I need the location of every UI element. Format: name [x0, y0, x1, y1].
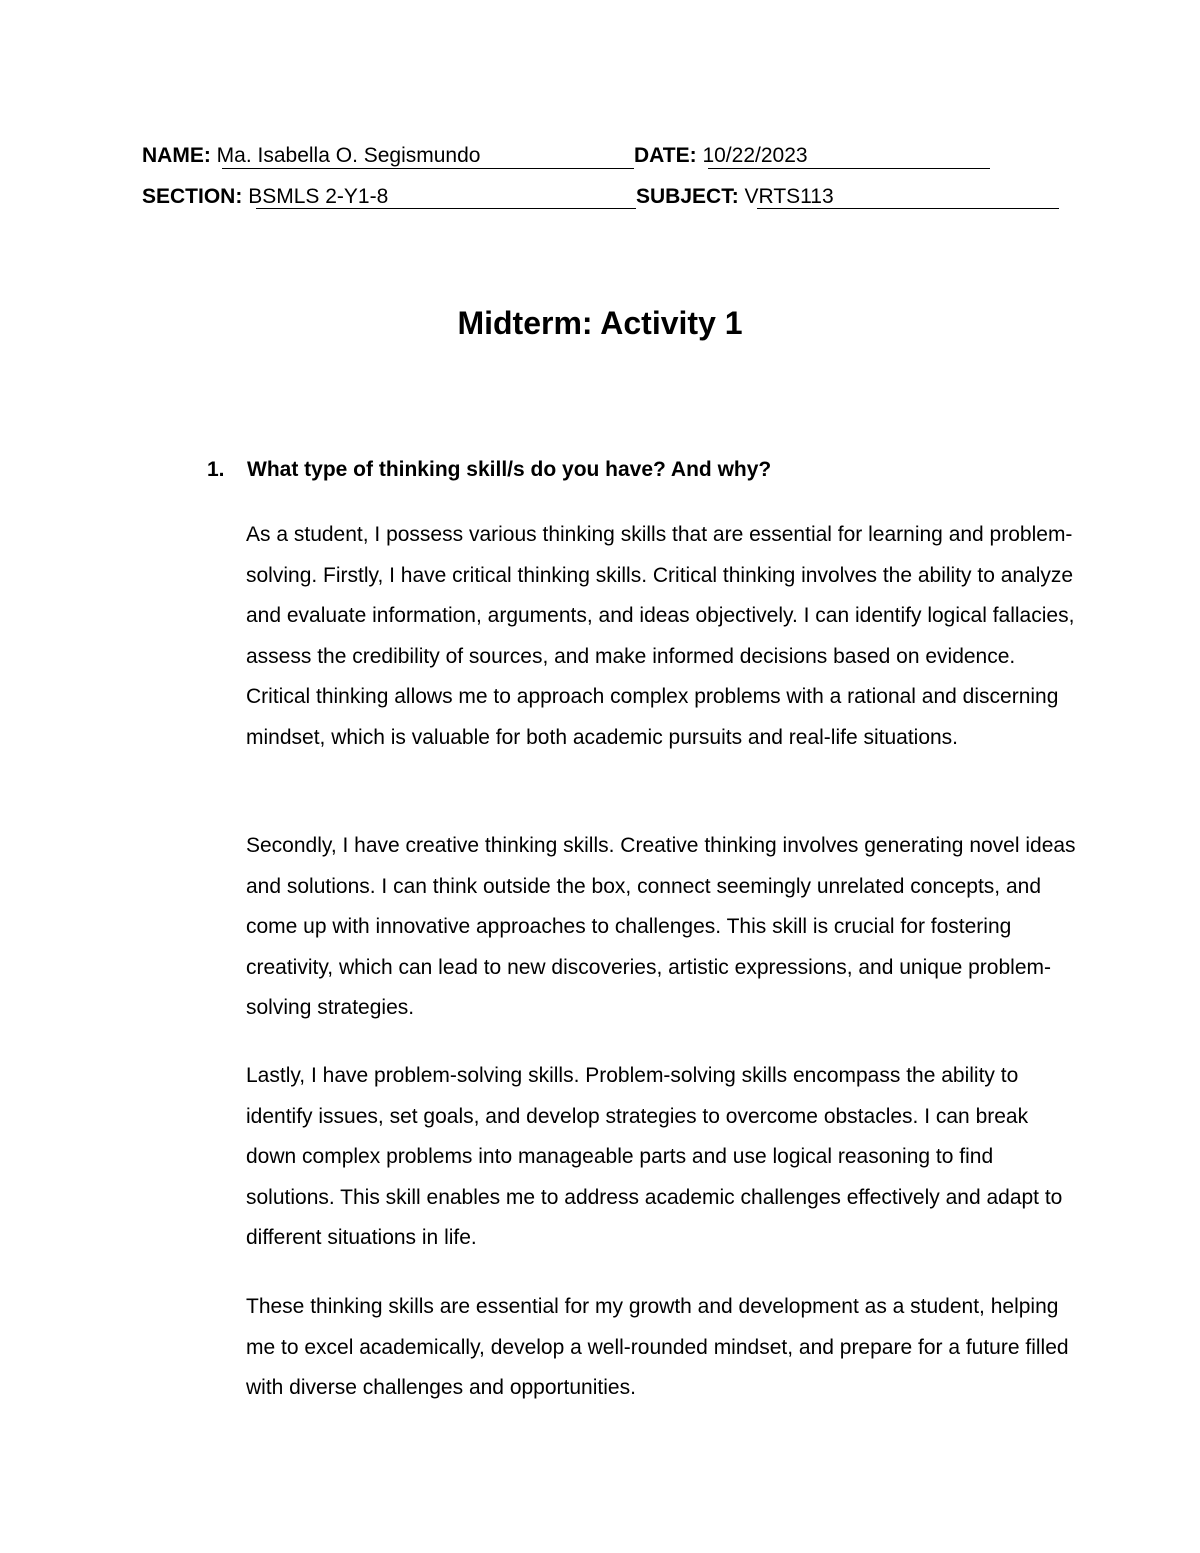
name-value: Ma. Isabella O. Segismundo: [216, 144, 481, 167]
header-row-section-subject: [0, 184, 1200, 214]
answer-paragraph-conclusion: These thinking skills are essential for my growth and development as a student, helping me to excel academically, develop a well-rounded mindset, and prepare for a future filled with diverse challenges and opportunities.: [246, 1295, 1069, 1399]
subject-field: [636, 184, 834, 210]
date-label: DATE:: [634, 144, 697, 167]
date-underline: [708, 168, 990, 169]
subject-underline: [757, 208, 1059, 209]
answer-paragraph-problem-solving: Lastly, I have problem-solving skills. Problem-solving skills encompass the ability to identify issues, set goals, and develop strategies to overcome obstacles. I can break down complex problems into manageable parts and use logical reasoning to find solutions. This skill enables me to address academic challenges effectively and adapt to different situations in life.: [246, 1064, 1063, 1249]
name-label: NAME:: [142, 144, 211, 167]
section-label: SECTION:: [142, 185, 243, 208]
name-underline: [222, 168, 634, 169]
section-underline: [256, 208, 636, 209]
section-field: [142, 184, 388, 210]
question-number: 1.: [207, 458, 225, 481]
header-row-name-date: [0, 143, 1200, 173]
section-value: BSMLS 2-Y1-8: [248, 185, 389, 208]
date-value: 10/22/2023: [702, 144, 808, 167]
question-text: What type of thinking skill/s do you have? And why?: [247, 458, 772, 481]
question-1: [207, 456, 771, 484]
answer-paragraph-creative: Secondly, I have creative thinking skills. Creative thinking involves generating novel ideas and solutions. I can think outside the box, connect seemingly unrelated concepts, and come up with innovative approaches to challenges. This skill is crucial for fostering creativity, which can lead to new discoveries, artistic expressions, and unique problem-solving strategies.: [246, 834, 1076, 1019]
name-field: [142, 143, 480, 169]
page-title: Midterm: Activity 1: [457, 305, 743, 341]
answer-paragraph-critical: As a student, I possess various thinking skills that are essential for learning and problem-solving. Firstly, I have critical thinking skills. Critical thinking involves the ability to analyze and evaluate information, arguments, and ideas objectively. I can identify logical fallacies, assess the credibility of sources, and make informed decisions based on evidence. Critical thinking allows me to approach complex problems with a rational and discerning mindset, which is valuable for both academic pursuits and real-life situations.: [246, 523, 1075, 749]
subject-label: SUBJECT:: [636, 185, 739, 208]
date-field: [634, 143, 808, 169]
subject-value: VRTS113: [744, 185, 834, 208]
